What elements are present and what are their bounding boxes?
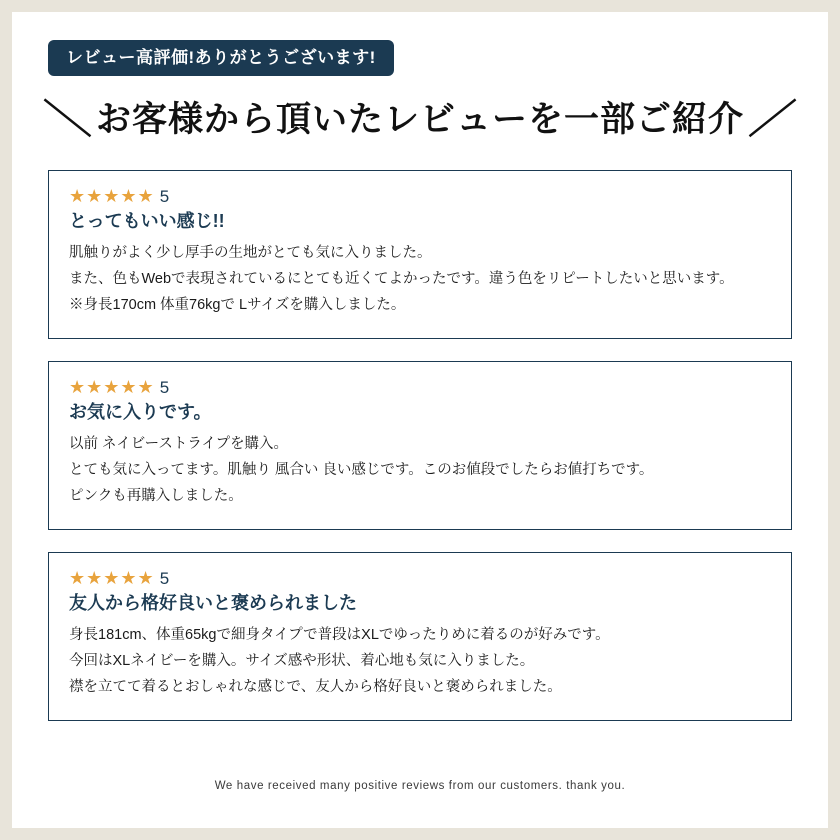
review-line: ※身長170cm 体重76kgで Lサイズを購入しました。 (69, 296, 406, 313)
left-slash-decoration: ＼ (42, 98, 94, 142)
star-icon: ★★★★★ (69, 186, 155, 206)
review-card (48, 170, 792, 339)
review-body (69, 433, 771, 509)
review-body (69, 624, 771, 700)
star-icon: ★★★★★ (69, 377, 155, 398)
review-title: とってもいい感じ!! (69, 211, 225, 231)
review-line: 身長181cm、体重65kgで細身タイプで普段はXLでゆったりめに着るのが好みです。 (69, 626, 610, 643)
rating-score: 5 (159, 186, 170, 206)
rating-score: 5 (159, 377, 170, 397)
footer-note: We have received many positive reviews from our customers. thank you. (214, 780, 626, 792)
rating-row (69, 569, 771, 587)
review-line: ピンクも再購入しました。 (69, 488, 243, 505)
right-slash-decoration: ／ (746, 98, 798, 142)
review-list (48, 170, 792, 721)
review-title: 友人から格好良いと褒められました (69, 593, 357, 614)
review-line: また、色もWebで表現されているにとても近くてよかったです。違う色をリピートしたいと思います。 (69, 270, 734, 287)
rating-row (69, 187, 771, 205)
rating-score: 5 (159, 568, 170, 588)
review-line: 肌触りがよく少し厚手の生地がとても気に入りました。 (69, 244, 432, 261)
review-card (48, 361, 792, 530)
review-line: 以前 ネイビーストライプを購入。 (69, 435, 289, 452)
page-content (42, 40, 798, 743)
page-title-text: お客様から頂いたレビューを一部ご紹介 (96, 99, 745, 139)
review-line: 今回はXLネイビーを購入。サイズ感や形状、着心地も気に入りました。 (69, 653, 535, 670)
badge-row (48, 40, 792, 84)
page-title (42, 98, 798, 142)
rating-row (69, 378, 771, 396)
review-title: お気に入りです。 (69, 402, 212, 423)
review-page (12, 12, 828, 828)
review-body (69, 242, 771, 318)
review-card (48, 552, 792, 721)
star-icon: ★★★★★ (69, 568, 155, 589)
review-rating-badge: レビュー高評価!ありがとうございます! (48, 40, 394, 76)
review-line: とても気に入ってます。肌触り 風合い 良い感じです。このお値段でしたらお値打ちです。 (69, 461, 654, 478)
review-line: 襟を立てて着るとおしゃれな感じで、友人から格好良いと褒められました。 (69, 679, 562, 696)
